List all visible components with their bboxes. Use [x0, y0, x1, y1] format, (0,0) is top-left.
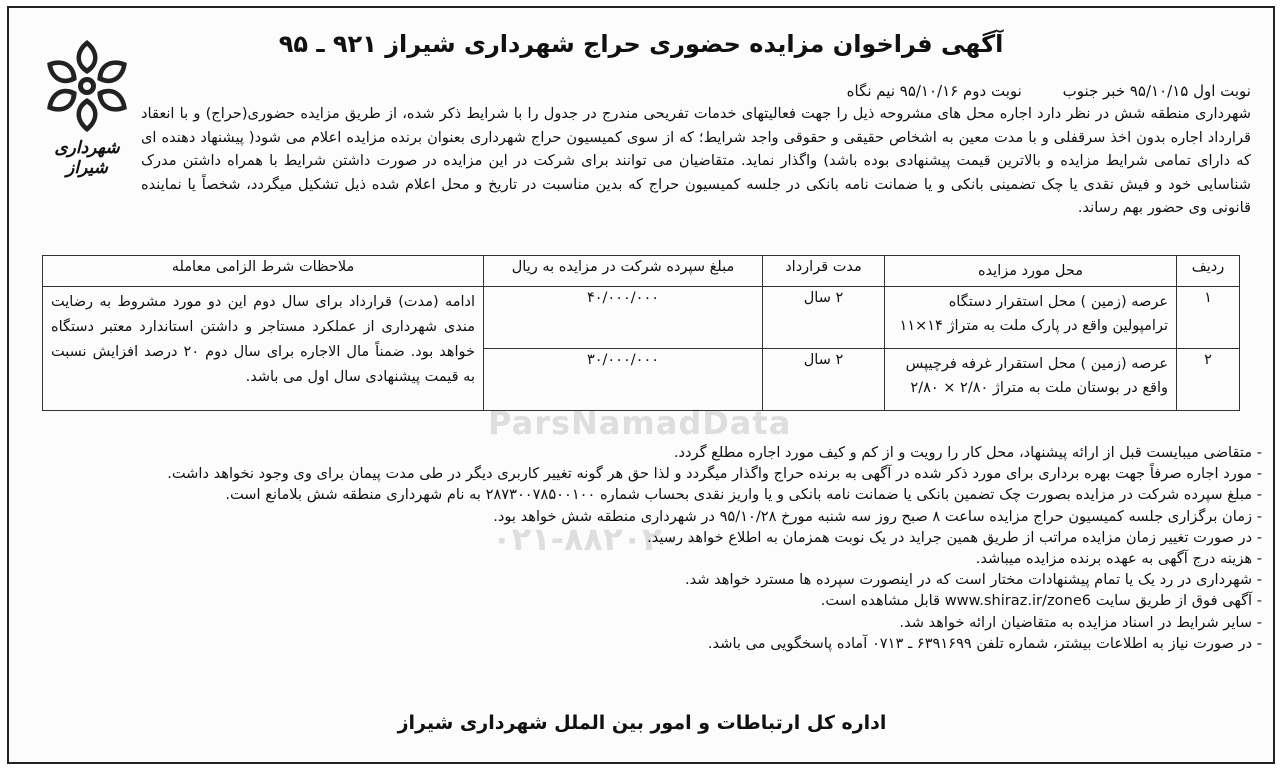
cell-amount: ۳۰/۰۰۰/۰۰۰ — [484, 349, 763, 411]
list-item: - مبلغ سپرده شرکت در مزایده بصورت چک تضمین بانکی یا ضمانت نامه بانکی و یا واریز نقدی بحساب شماره ۲۸۷۳۰۰۷۸۵۰۰۱۰۰ به نام شهرداری منطقه شش بلامانع است. — [122, 484, 1262, 505]
list-item: - زمان برگزاری جلسه کمیسیون حراج مزایده ساعت ۸ صبح روز سه شنبه مورخ ۹۵/۱۰/۲۸ در شهرداری منطقه شش خواهد بود. — [122, 506, 1262, 527]
cell-duration: ۲ سال — [763, 349, 885, 411]
cell-row-number: ۲ — [1177, 349, 1240, 411]
publication-dates — [151, 82, 1251, 100]
header-notes: ملاحظات شرط الزامی معامله — [43, 256, 484, 287]
list-item: - متقاضی میبایست قبل از ارائه پیشنهاد، محل کار را رویت و از کم و کیف مورد اجاره مطلع گردد. — [122, 442, 1262, 463]
list-item: - در صورت تغییر زمان مزایده مراتب از طریق همین جراید در یک نوبت همزمان به اطلاع خواهد رسید. — [122, 527, 1262, 548]
list-item: - آگهی فوق از طریق سایت www.shiraz.ir/zone6 قابل مشاهده است. — [122, 590, 1262, 611]
header-amount: مبلغ سپرده شرکت در مزایده به ریال — [484, 256, 763, 287]
cell-place: عرصه (زمین ) محل استقرار غرفه فرچیپس واقع در بوستان ملت به متراژ ۲/۸۰ × ۲/۸۰ — [885, 349, 1177, 411]
list-item: - سایر شرایط در اسناد مزایده به متقاضیان ارائه خواهد شد. — [122, 612, 1262, 633]
shiraz-municipality-logo — [39, 36, 135, 178]
cell-notes: ادامه (مدت) قرارداد برای سال دوم این دو مورد مشروط به رضایت مندی شهرداری از عملکرد مستاجر و داشتن استاندارد معتبر دستگاه خواهد بود. ضمناً مال الاجاره برای سال دوم ۲۰ درصد افزایش نسبت به قیمت پیشنهادی سال اول می باشد. — [43, 287, 484, 411]
list-item: - هزینه درج آگهی به عهده برنده مزایده میباشد. — [122, 548, 1262, 569]
header-duration: مدت قرارداد — [763, 256, 885, 287]
table-row — [43, 287, 1240, 349]
page-title: آگهی فراخوان مزایده حضوری حراج شهرداری شیراز ۹۲۱ ـ ۹۵ — [278, 30, 1004, 58]
intro-paragraph: شهرداری منطقه شش در نظر دارد اجاره محل های مشروحه ذیل را جهت فعالیتهای خدمات تفریحی مندرج در جدول را با شرایط ذکر شده، از طریق مزایده حضوری(حراج) و با انعقاد قرارداد اجاره بدون اخذ سرقفلی و با مدت معین به اشخاص حقیقی و حقوقی واجد شرایط؛ که از سوی کمیسیون حراج شهرداری بعنوان برنده مزایده اعلام می شود( پیشنهاد دهنده ای که دارای تمامی شرایط مزایده و بالاترین قیمت پیشنهادی بوده باشد) واگذار نماید. متقاضیان می توانند برای شرکت در این مزایده در صورت داشتن شرایط با همراه داشتن مدرک شناسایی خود و فیش نقدی یا چک تضمینی بانکی و یا ضمانت نامه بانکی در جلسه کمیسیون حراج که بدین مناسبت در تاریخ و محل اعلام شده ذیل تشکیل میگردد، شخصاً یا نماینده قانونی وی حضور بهم رساند. — [141, 105, 1251, 216]
list-item: - مورد اجاره صرفاً جهت بهره برداری برای مورد ذکر شده در آگهی به برنده حراج واگذار میگردد و لذا حق هر گونه تغییر کاربری دیگر در طی مدت پیمان برای وی وجود نخواهد داشت. — [122, 463, 1262, 484]
first-publication: نوبت اول ۹۵/۱۰/۱۵ خبر جنوب — [1062, 82, 1251, 100]
list-item: - در صورت نیاز به اطلاعات بیشتر، شماره تلفن ۶۳۹۱۶۹۹ ـ ۰۷۱۳ آماده پاسخگویی می باشد. — [122, 633, 1262, 654]
conditions-list — [122, 442, 1262, 654]
cell-amount: ۴۰/۰۰۰/۰۰۰ — [484, 287, 763, 349]
header-row-number: ردیف — [1177, 256, 1240, 287]
cell-row-number: ۱ — [1177, 287, 1240, 349]
watermark-brand: ParsNamadData — [488, 404, 792, 442]
auction-items-table — [42, 255, 1240, 411]
cell-duration: ۲ سال — [763, 287, 885, 349]
table-header-row — [43, 256, 1240, 287]
cell-place: عرصه (زمین ) محل استقرار دستگاه ترامپولین واقع در پارک ملت به متراژ ۱۴×۱۱ — [885, 287, 1177, 349]
header-place: محل مورد مزایده — [885, 256, 1177, 287]
flower-emblem-icon — [39, 36, 135, 136]
logo-caption: شهرداری شیراز — [54, 138, 120, 178]
list-item: - شهرداری در رد یک یا تمام پیشنهادات مختار است که در اینصورت سپرده ها مسترد خواهد شد. — [122, 569, 1262, 590]
second-publication: نوبت دوم ۹۵/۱۰/۱۶ نیم نگاه — [846, 82, 1022, 100]
watermark-phone: ۰۲۱-۸۸۲۰۲۰۰۰ — [492, 520, 721, 558]
footer-signature: اداره کل ارتباطات و امور بین الملل شهرداری شیراز — [397, 712, 887, 734]
